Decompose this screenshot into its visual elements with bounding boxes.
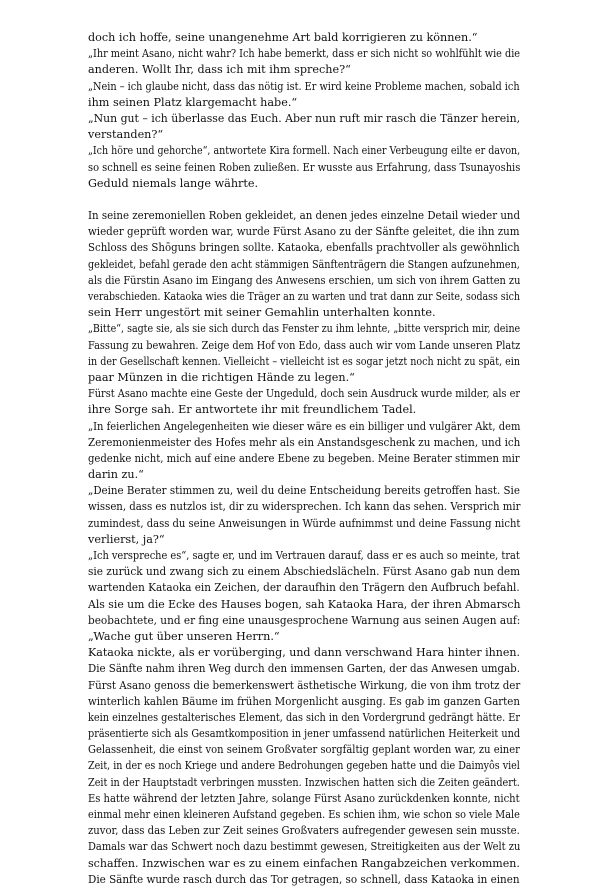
text-line: „Bitte“, sagte sie, als sie sich durch das Fenster zu ihm lehnte, „bitte versprich mir, deine bbox=[88, 322, 521, 336]
text-line: Damals war das Schwert noch dazu bestimmt gewesen, Streitigkeiten aus der Welt zu bbox=[88, 840, 521, 854]
text-line: ihre Sorge sah. Er antwortete ihr mit freundlichem Tadel. bbox=[88, 403, 417, 417]
page-text bbox=[88, 30, 520, 888]
text-line: verstanden?“ bbox=[88, 128, 164, 142]
text-line: Die Sänfte wurde rasch durch das Tor getragen, so schnell, dass Kataoka in einen bbox=[88, 872, 520, 886]
text-line: Fürst Asano machte eine Geste der Ungeduld, doch sein Ausdruck wurde milder, als er bbox=[88, 387, 521, 401]
text-line: Es hatte während der letzten Jahre, solange Fürst Asano zurückdenken konnte, nicht bbox=[88, 791, 520, 805]
text-line: darin zu.“ bbox=[88, 468, 144, 482]
text-line: Zeremonienmeister des Hofes mehr als ein Anstandsgeschenk zu machen, und ich bbox=[88, 435, 521, 449]
text-line: „Nein – ich glaube nicht, dass das nötig ist. Er wird keine Probleme machen, sobald ich bbox=[88, 79, 520, 93]
text-line: verabschieden. Kataoka wies die Träger an zu warten und trat dann zur Seite, sodass sich bbox=[88, 290, 521, 303]
section-gap bbox=[88, 192, 520, 208]
text-line: „Wache gut über unseren Herrn.“ bbox=[88, 629, 280, 643]
text-line: ihm seinen Platz klargemacht habe.“ bbox=[88, 95, 298, 109]
text-line: „Ich verspreche es“, sagte er, und im Vertrauen darauf, dass er es auch so meinte, trat bbox=[88, 549, 520, 562]
text-line: „In feierlichen Angelegenheiten wie dieser wäre es ein billiger und vulgärer Akt, dem bbox=[88, 419, 521, 433]
text-line: in der Gesellschaft kennen. Vielleicht – vielleicht ist es sogar jetzt noch nicht zu spät, ein bbox=[88, 354, 521, 368]
text-line: In seine zeremoniellen Roben gekleidet, an denen jedes einzelne Detail wieder und bbox=[88, 209, 521, 223]
text-line: wartenden Kataoka ein Zeichen, der daraufhin den Trägern den Aufbruch befahl. bbox=[88, 581, 520, 595]
text-line: wissen, dass es nutzlos ist, dir zu widersprechen. Ich kann das sehen. Versprich mir bbox=[88, 500, 521, 514]
text-line: sie zurück und zwang sich zu einem Abschiedslächeln. Fürst Asano gab nun dem bbox=[88, 565, 521, 579]
text-line: „Ihr meint Asano, nicht wahr? Ich habe bemerkt, dass er sich nicht so wohlfühlt wie die bbox=[88, 47, 521, 61]
text-line: gedenke nicht, mich auf eine andere Ebene zu begeben. Meine Berater stimmen mir bbox=[88, 451, 520, 465]
text-line: sein Herr ungestört mit seiner Gemahlin unterhalten konnte. bbox=[88, 306, 436, 320]
text-line: wieder geprüft worden war, wurde Fürst Asano zu der Sänfte geleitet, die ihn zum bbox=[88, 225, 520, 239]
text-line: „Ich höre und gehorche“, antwortete Kira formell. Nach einer Verbeugung eilte er davon, bbox=[88, 144, 521, 158]
text-line: Fürst Asano genoss die bemerkenswert ästhetische Wirkung, die von ihm trotz der bbox=[88, 678, 521, 692]
text-section-lower bbox=[88, 208, 520, 888]
text-line: so schnell es seine feinen Roben zuließen. Er wusste aus Erfahrung, dass Tsunayoshis bbox=[88, 160, 521, 174]
text-line: präsentierte sich als Gesamtkomposition in jener umfassend natürlichen Heiterkeit und bbox=[88, 727, 521, 741]
text-line: Fassung zu bewahren. Zeige dem Hof von Edo, dass auch wir vom Lande unseren Platz bbox=[88, 338, 521, 352]
text-line: doch ich hoffe, seine unangenehme Art bald korrigieren zu können.“ bbox=[88, 31, 478, 44]
text-line: winterlich kahlen Bäume im frühen Morgenlicht ausging. Es gab im ganzen Garten bbox=[88, 694, 520, 708]
text-line: „Nun gut – ich überlasse das Euch. Aber nun ruft mir rasch die Tänzer herein, bbox=[88, 111, 521, 125]
text-line: paar Münzen in die richtigen Hände zu legen.“ bbox=[88, 370, 355, 384]
text-line: zumindest, dass du seine Anweisungen in Würde aufnimmst und deine Fassung nicht bbox=[88, 516, 521, 530]
text-line: Kataoka nickte, als er vorüberging, und dann verschwand Hara hinter ihnen. bbox=[88, 646, 520, 660]
text-line: „Deine Berater stimmen zu, weil du deine Entscheidung bereits getroffen hast. Sie bbox=[88, 484, 520, 498]
text-line: einmal mehr einen kleineren Aufstand gegeben. Es schien ihm, wie schon so viele Male bbox=[88, 808, 520, 821]
text-line: Gelassenheit, die einst von seinem Großvater sorgfältig geplant worden war, zu einer bbox=[88, 743, 520, 757]
text-line: Als sie um die Ecke des Hauses bogen, sah Kataoka Hara, der ihren Abmarsch bbox=[88, 597, 521, 611]
text-line: Schloss des Shōguns bringen sollte. Kataoka, ebenfalls prachtvoller als gewöhnlich bbox=[88, 241, 520, 255]
text-line: schaffen. Inzwischen war es zu einem einfachen Rangabzeichen verkommen. bbox=[88, 856, 520, 870]
text-line: gekleidet, befahl gerade den acht stämmigen Sänftenträgern die Stangen aufzunehmen, bbox=[88, 257, 520, 271]
text-line: als die Fürstin Asano im Eingang des Anwesens erschien, um sich von ihrem Gatten zu bbox=[88, 273, 521, 287]
text-line: anderen. Wollt Ihr, dass ich mit ihm spreche?“ bbox=[88, 63, 351, 77]
text-line: zuvor, dass das Leben zur Zeit seines Großvaters aufregender gewesen sein musste. bbox=[88, 824, 520, 838]
text-section-upper bbox=[88, 30, 520, 192]
text-line: kein einzelnes gestalterisches Element, das sich in den Vordergrund gedrängt hätte. Er bbox=[88, 710, 520, 724]
text-line: Zeit in der Hauptstadt verbringen mussten. Inzwischen hatten sich die Zeiten geändert. bbox=[88, 775, 520, 789]
text-line: Zeit, in der es noch Kriege und andere Bedrohungen gegeben hatte und die Daimyôs viel bbox=[88, 759, 520, 773]
text-line: verlierst, ja?“ bbox=[88, 532, 165, 546]
text-line: Die Sänfte nahm ihren Weg durch den immensen Garten, der das Anwesen umgab. bbox=[88, 662, 520, 676]
text-line: beobachtete, und er fing eine unausgesprochene Warnung aus seinen Augen auf: bbox=[88, 613, 521, 627]
text-line: Geduld niemals lange währte. bbox=[88, 176, 259, 190]
